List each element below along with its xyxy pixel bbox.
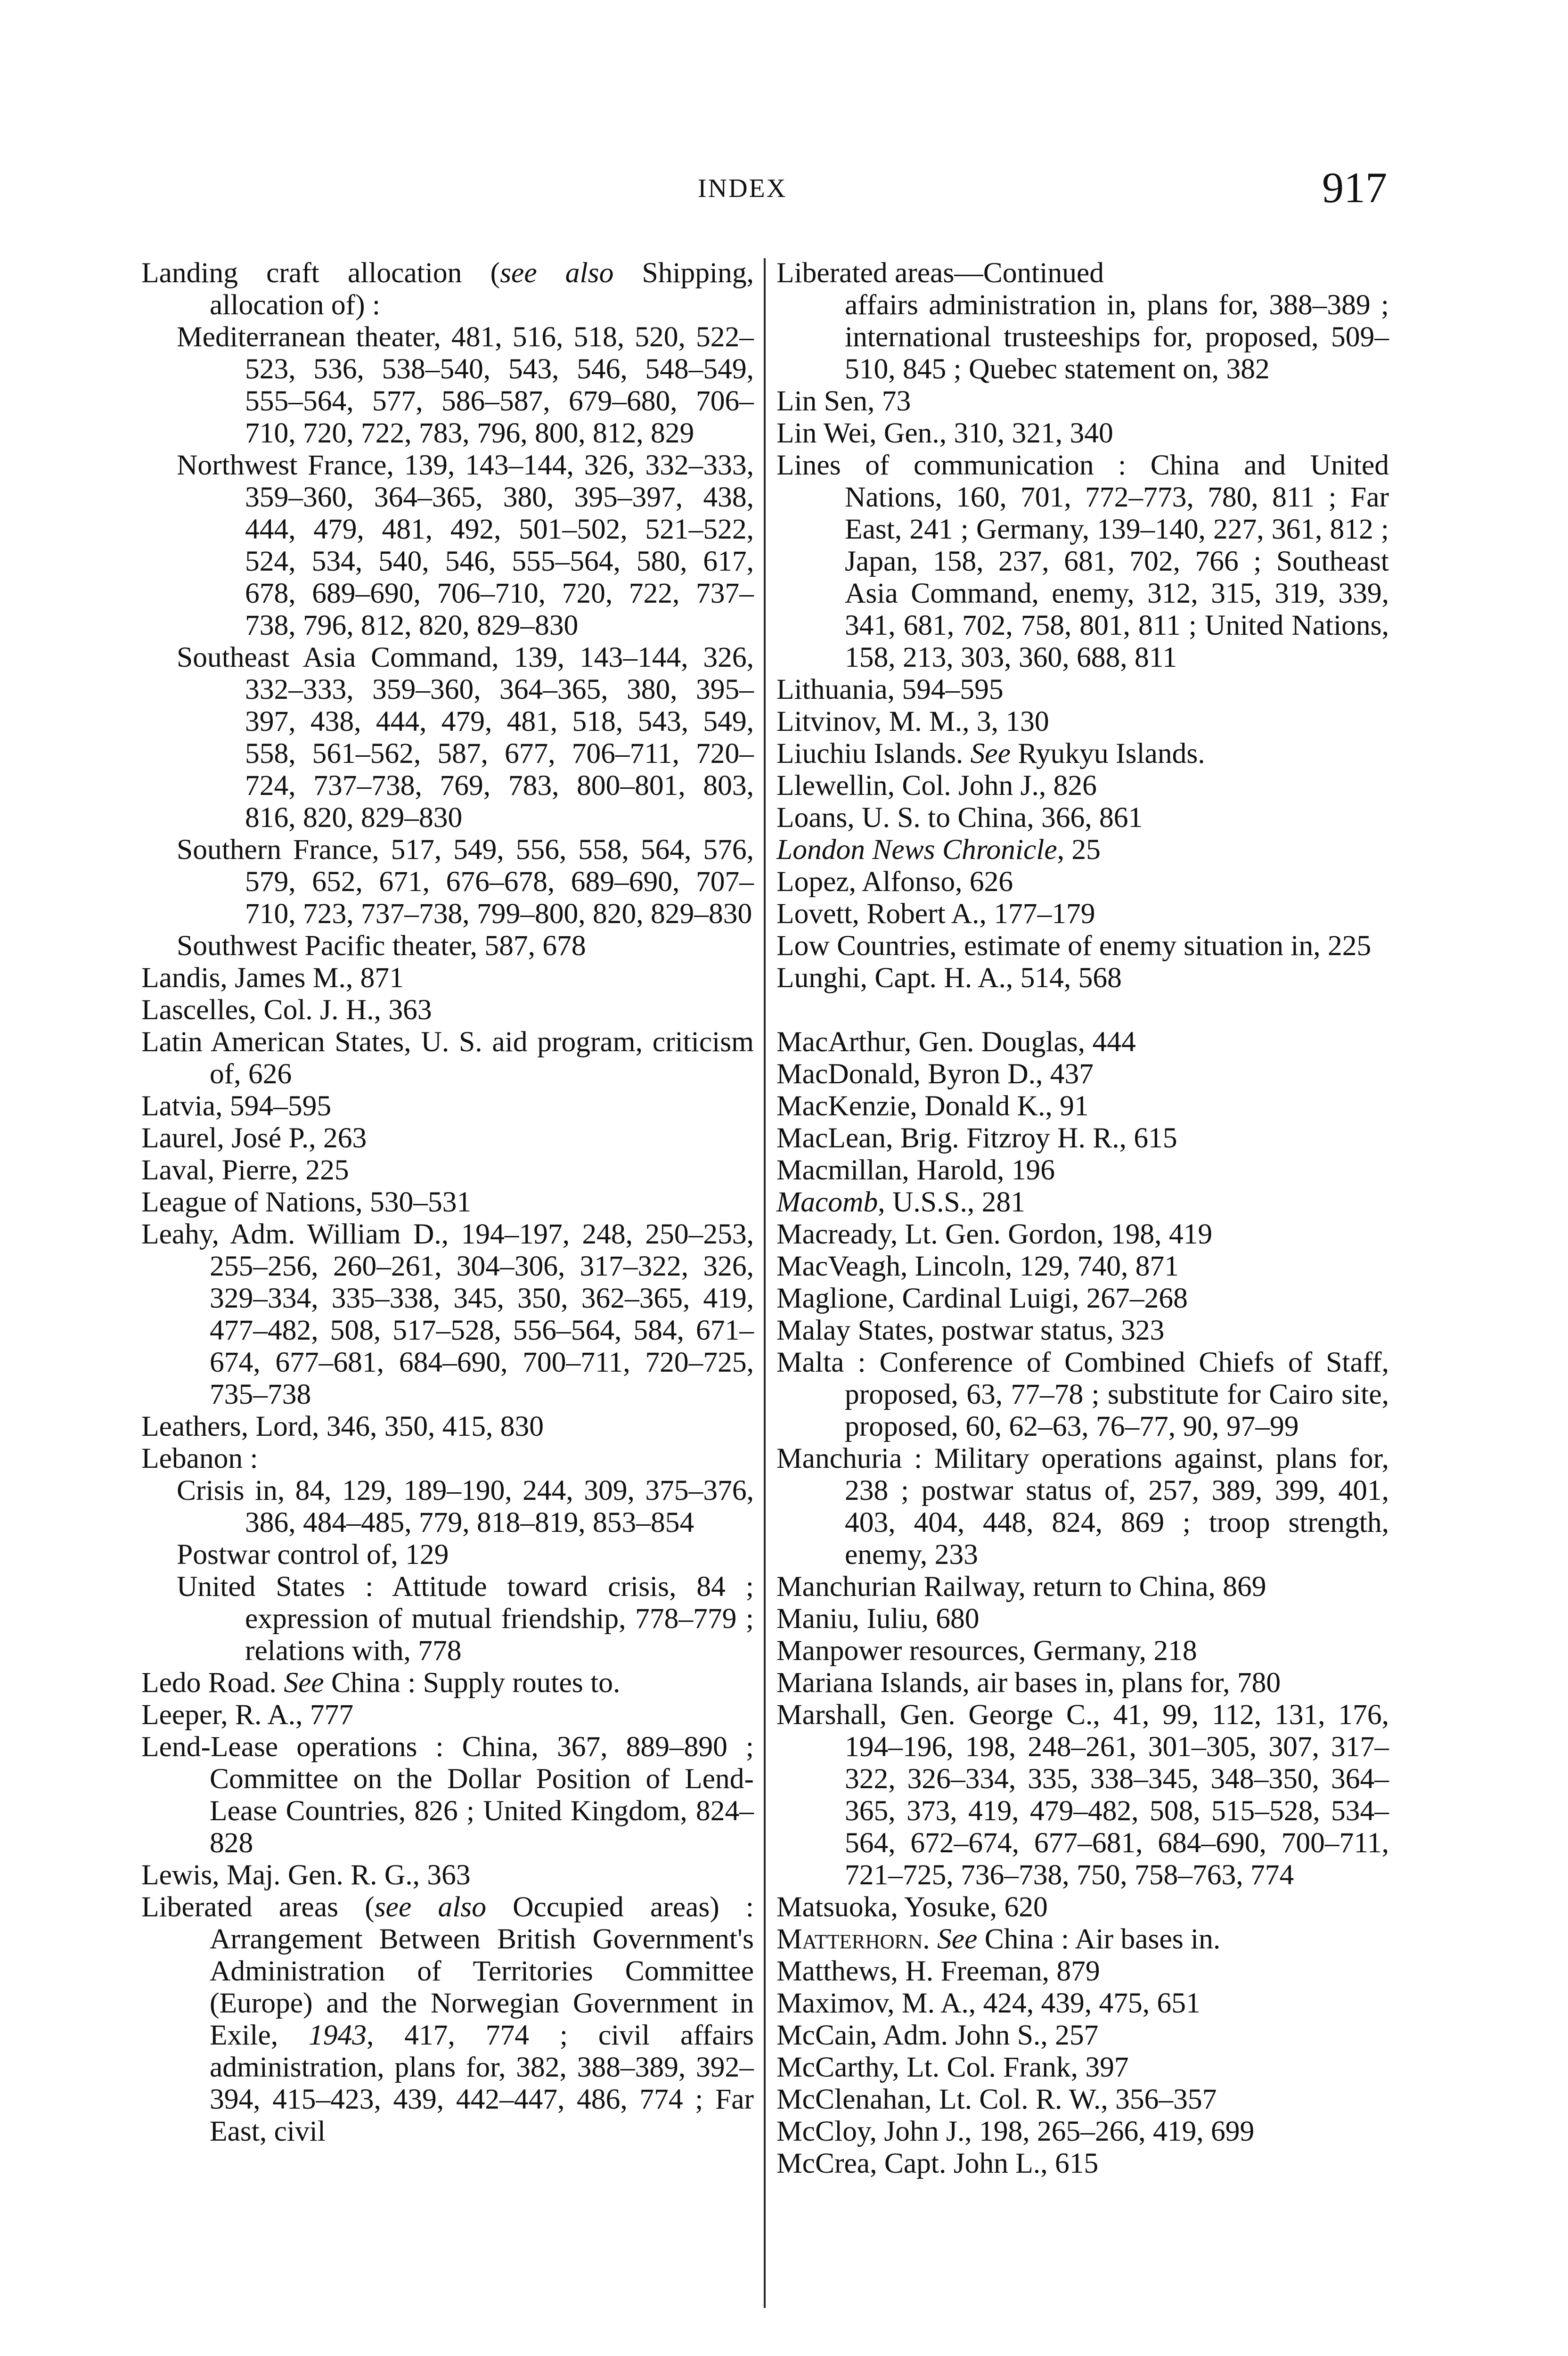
entry-leathers: Leathers, Lord, 346, 350, 415, 830	[141, 1410, 544, 1442]
entry-marshall: Marshall, Gen. George C., 41, 99, 112, 131, 176, 194–196, 198, 248–261, 301–305, 307, 317–322, 326–334, 335, 338–345, 348–350, 364–365, 373, 419, 479–482, 508, 515–528, 534–564, 672–674, 677–681, 684–690, 700–711, 721–725, 736–738, 750, 758–763, 774	[776, 1699, 1389, 1891]
entry-landing-craft	[141, 257, 754, 321]
entry-text: China : Supply routes to.	[324, 1667, 621, 1699]
entry-text: China : Air bases in.	[977, 1923, 1221, 1955]
entry-lend-lease: Lend-Lease operations : China, 367, 889–890 ; Committee on the Dollar Position of Lend-Lease Countries, 826 ; United Kingdom, 824–828	[141, 1731, 754, 1859]
small-caps-name: Matterhorn	[776, 1923, 923, 1955]
entry-london-news-chronicle	[776, 834, 1389, 866]
entry-text: Ryukyu Islands.	[1011, 737, 1205, 769]
subentry-southwest-pacific: Southwest Pacific theater, 587, 678	[177, 930, 586, 962]
continued-body: affairs administration in, plans for, 388–389 ; international trusteeships for, proposed, 509–510, 845 ; Quebec statement on, 382	[845, 289, 1389, 385]
entry-text: , 417, 774 ; civil affairs administration, plans for, 382, 388–389, 392–394, 415–423, 439, 442–447, 486, 774 ; Far East, civil	[210, 2019, 754, 2147]
entry-mccrea: McCrea, Capt. John L., 615	[776, 2147, 1099, 2179]
entry-lin-wei: Lin Wei, Gen., 310, 321, 340	[776, 417, 1113, 449]
entry-liberated-areas	[141, 1891, 754, 2147]
entry-matthews: Matthews, H. Freeman, 879	[776, 1955, 1100, 1987]
entry-macarthur: MacArthur, Gen. Douglas, 444	[776, 1026, 1136, 1058]
entry-text: , U.S.S., 281	[878, 1186, 1025, 1218]
entry-text: Liberated areas (	[141, 1891, 375, 1923]
entry-manpower: Manpower resources, Germany, 218	[776, 1635, 1197, 1667]
subentry-southern-france: Southern France, 517, 549, 556, 558, 564, 576, 579, 652, 671, 676–678, 689–690, 707–710, 723, 737–738, 799–800, 820, 829–830	[177, 834, 754, 930]
cross-ref-label: see also	[374, 1891, 486, 1923]
entry-text: , 25	[1057, 834, 1101, 866]
entry-latvia: Latvia, 594–595	[141, 1090, 332, 1122]
entry-lunghi: Lunghi, Capt. H. A., 514, 568	[776, 962, 1122, 994]
entry-macveagh: MacVeagh, Lincoln, 129, 740, 871	[776, 1250, 1179, 1282]
entry-laurel: Laurel, José P., 263	[141, 1122, 367, 1154]
entry-macomb	[776, 1186, 1389, 1218]
letter-gap	[776, 994, 1389, 1026]
entry-ledo-road	[141, 1667, 754, 1699]
entry-matsuoka: Matsuoka, Yosuke, 620	[776, 1891, 1048, 1923]
entry-loans: Loans, U. S. to China, 366, 861	[776, 802, 1143, 834]
entry-mccarthy: McCarthy, Lt. Col. Frank, 397	[776, 2051, 1129, 2083]
italic-ship-name: Macomb	[776, 1186, 878, 1218]
entry-landis: Landis, James M., 871	[141, 962, 404, 994]
entry-lebanon: Lebanon :	[141, 1442, 258, 1474]
entry-llewellin: Llewellin, Col. John J., 826	[776, 769, 1097, 802]
cross-ref-label: See	[284, 1667, 324, 1699]
subentry-southeast-asia: Southeast Asia Command, 139, 143–144, 326, 332–333, 359–360, 364–365, 380, 395–397, 438, 444, 479, 481, 518, 543, 549, 558, 561–562, 587, 677, 706–711, 720–724, 737–738, 769, 783, 800–801, 803, 816, 820, 829–830	[177, 641, 754, 834]
entry-macmillan: Macmillan, Harold, 196	[776, 1154, 1055, 1186]
continued-heading: Liberated areas—Continued	[776, 257, 1104, 289]
entry-maniu: Maniu, Iuliu, 680	[776, 1603, 980, 1635]
subentry-northwest-france: Northwest France, 139, 143–144, 326, 332–333, 359–360, 364–365, 380, 395–397, 438, 444, 479, 481, 492, 501–502, 521–522, 524, 534, 540, 546, 555–564, 580, 617, 678, 689–690, 706–710, 720, 722, 737–738, 796, 812, 820, 829–830	[177, 449, 754, 641]
entry-mackenzie: MacKenzie, Donald K., 91	[776, 1090, 1089, 1122]
entry-lovett: Lovett, Robert A., 177–179	[776, 898, 1095, 930]
entry-mariana: Mariana Islands, air bases in, plans for, 780	[776, 1667, 1281, 1699]
entry-league-of-nations: League of Nations, 530–531	[141, 1186, 472, 1218]
entry-low-countries: Low Countries, estimate of enemy situation in, 225	[776, 930, 1372, 962]
entry-liuchiu	[776, 737, 1389, 769]
index-column-left	[141, 257, 754, 2147]
subentry-lebanon-postwar: Postwar control of, 129	[177, 1538, 449, 1571]
page-number: 917	[1322, 164, 1387, 212]
entry-malta: Malta : Conference of Combined Chiefs of Staff, proposed, 63, 77–78 ; substitute for Cairo site, proposed, 60, 62–63, 76–77, 90, 97–99	[776, 1346, 1389, 1442]
entry-lithuania: Lithuania, 594–595	[776, 673, 1004, 705]
italic-title: London News Chronicle	[776, 834, 1057, 866]
entry-text: Shipping, allocation of) :	[210, 257, 754, 321]
entry-maclean: MacLean, Brig. Fitzroy H. R., 615	[776, 1122, 1177, 1154]
entry-text: Liuchiu Islands.	[776, 737, 971, 769]
entry-mccain: McCain, Adm. John S., 257	[776, 2019, 1099, 2051]
entry-lopez: Lopez, Alfonso, 626	[776, 866, 1013, 898]
entry-maglione: Maglione, Cardinal Luigi, 267–268	[776, 1282, 1188, 1314]
entry-macready: Macready, Lt. Gen. Gordon, 198, 419	[776, 1218, 1213, 1250]
entry-maximov: Maximov, M. A., 424, 439, 475, 651	[776, 1987, 1200, 2019]
entry-lascelles: Lascelles, Col. J. H., 363	[141, 994, 432, 1026]
entry-manchuria: Manchuria : Military operations against, plans for, 238 ; postwar status of, 257, 389, 399, 401, 403, 404, 448, 824, 869 ; troop strength, enemy, 233	[776, 1442, 1389, 1571]
cross-ref-label: See	[937, 1923, 978, 1955]
entry-leahy: Leahy, Adm. William D., 194–197, 248, 250–253, 255–256, 260–261, 304–306, 317–322, 326, 329–334, 335–338, 345, 350, 362–365, 419, 477–482, 508, 517–528, 556–564, 584, 671–674, 677–681, 684–690, 700–711, 720–725, 735–738	[141, 1218, 754, 1410]
entry-text: Occupied areas) : Arrangement Between British Government's Administration of Territories Committee (Europe) and the Norwegian Government in Exile,	[210, 1891, 754, 2051]
column-divider	[764, 258, 766, 2308]
entry-lines-of-communication: Lines of communication : China and United Nations, 160, 701, 772–773, 780, 811 ; Far East, 241 ; Germany, 139–140, 227, 361, 812 ; Japan, 158, 237, 681, 702, 766 ; Southeast Asia Command, enemy, 312, 315, 319, 339, 341, 681, 702, 758, 801, 811 ; United Nations, 158, 213, 303, 360, 688, 811	[776, 449, 1389, 673]
entry-manchurian-railway: Manchurian Railway, return to China, 869	[776, 1571, 1266, 1603]
entry-mcclenahan: McClenahan, Lt. Col. R. W., 356–357	[776, 2083, 1217, 2115]
running-head: INDEX	[698, 174, 787, 203]
entry-matterhorn	[776, 1923, 1389, 1955]
italic-year: 1943	[309, 2019, 367, 2051]
entry-text: .	[923, 1923, 938, 1955]
entry-malay-states: Malay States, postwar status, 323	[776, 1314, 1165, 1346]
entry-lin-sen: Lin Sen, 73	[776, 385, 911, 417]
entry-macdonald: MacDonald, Byron D., 437	[776, 1058, 1094, 1090]
entry-mccloy: McCloy, John J., 198, 265–266, 419, 699	[776, 2115, 1255, 2147]
entry-litvinov: Litvinov, M. M., 3, 130	[776, 705, 1049, 737]
entry-latin-american: Latin American States, U. S. aid program, criticism of, 626	[141, 1026, 754, 1090]
cross-ref-label: See	[970, 737, 1011, 769]
cross-ref-label: see also	[500, 257, 614, 289]
entry-text: Landing craft allocation (	[141, 257, 500, 289]
entry-laval: Laval, Pierre, 225	[141, 1154, 349, 1186]
subentry-mediterranean: Mediterranean theater, 481, 516, 518, 520, 522–523, 536, 538–540, 543, 546, 548–549, 555–564, 577, 586–587, 679–680, 706–710, 720, 722, 783, 796, 800, 812, 829	[177, 321, 754, 449]
subentry-lebanon-us: United States : Attitude toward crisis, 84 ; expression of mutual friendship, 778–779 ; relations with, 778	[177, 1571, 754, 1667]
entry-text: Ledo Road.	[141, 1667, 284, 1699]
index-column-right	[776, 257, 1389, 2179]
entry-leeper: Leeper, R. A., 777	[141, 1699, 354, 1731]
entry-lewis: Lewis, Maj. Gen. R. G., 363	[141, 1859, 471, 1891]
subentry-lebanon-crisis: Crisis in, 84, 129, 189–190, 244, 309, 375–376, 386, 484–485, 779, 818–819, 853–854	[177, 1474, 754, 1538]
